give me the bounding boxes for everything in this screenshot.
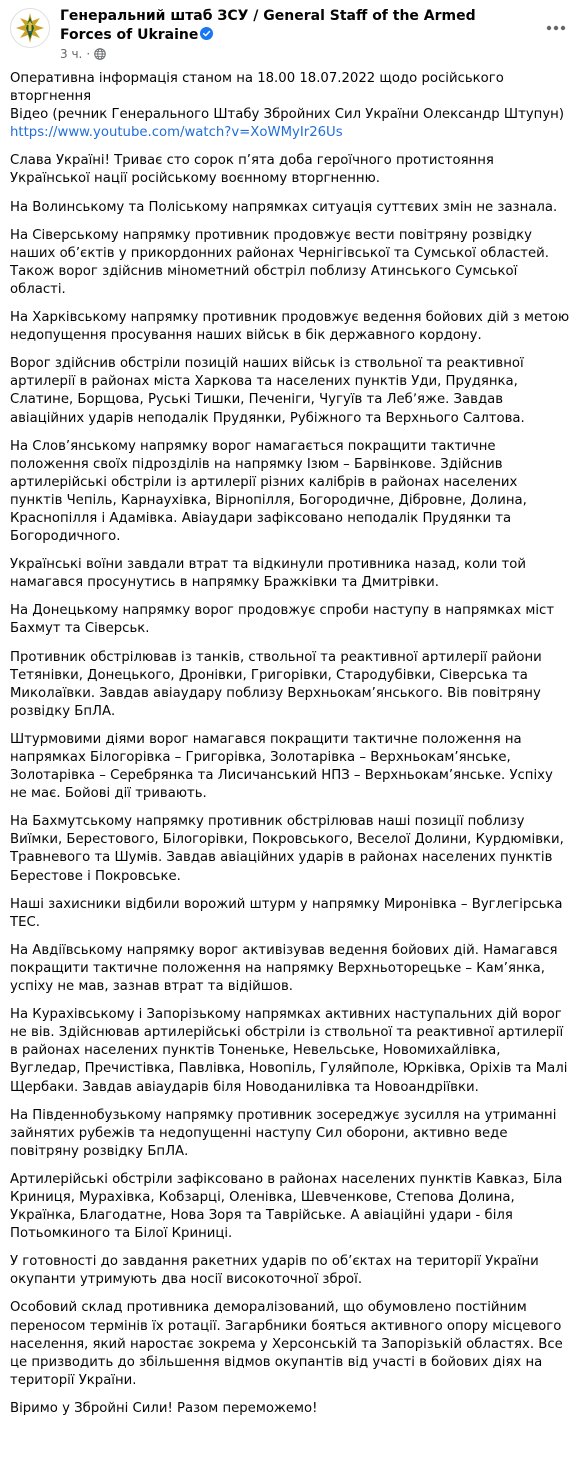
paragraph: Штурмовими діями ворог намагався покращити тактичне положення на напрямках Білогорівка – Григорівка, Золотарівка – Верхньокам’янське, Золотарівка – Серебрянка та Лисичанський НПЗ – Верхньокам’янське. Успіху не має. Бойові дії тривають. <box>10 731 553 802</box>
paragraph: Ворог здійснив обстріли позицій наших військ із ствольної та реактивної артилерії в районах міста Харкова та населених пунктів Уди, Прудянка, Слатине, Борщова, Руські Тишки, Печеніги, Чугуїв та Лебʼяже. Завдав авіаційних ударів неподалік Прудянки, Рубіжного та Верхнього Салтова. <box>10 356 525 426</box>
more-options-button[interactable] <box>541 13 571 43</box>
paragraph: Артилерійські обстріли зафіксовано в районах населених пунктів Кавказ, Біла Криниця, Мурахівка, Кобзарці, Оленівка, Шевченкове, Степова Долина, Українка, Благодатне, Нова Зоря та Таврійське. А авіаційні удари - біля Потьомкиного та Білої Криниці. <box>10 1171 563 1242</box>
paragraph: На Сіверському напрямку противник продовжує вести повітряну розвідку наших об’єктів у прикордонних районах Чернігівської та Сумської областей. Також ворог здійснив мінометний обстріл поблизу Атинського Сумської області. <box>10 227 549 297</box>
page-name-text[interactable]: Генеральний штаб ЗСУ / General Staff of the Armed Forces of Ukraine <box>60 8 476 43</box>
more-horizontal-icon <box>546 25 566 31</box>
paragraph: На Донецькому напрямку ворог продовжує спроби наступу в напрямках міст Бахмут та Сіверськ. <box>10 603 555 637</box>
paragraph: Наші захисники відбили ворожий штурм у напрямку Миронівка – Вуглегірська ТЕС. <box>10 896 563 930</box>
page-name[interactable] <box>60 7 530 45</box>
post-intro <box>10 70 572 142</box>
intro-title: Оперативна інформація станом на 18.00 18.07.2022 щодо російського вторгнення <box>10 71 504 105</box>
intro-video-caption: Відео (речник Генерального Штабу Збройних Сил України Олександр Штупун) <box>10 107 564 123</box>
ukraine-armed-forces-emblem-icon <box>11 9 49 47</box>
paragraph: Особовий склад противника деморалізований, що обумовлено постійним переносом термінів їх ротації. Загарбники бояться активного опору місцевого населення, який наростає зокрема у Херсонській та Запорізькій областях. Все це призводить до збільшення відмов окупантів від участі в бойових діях на території України. <box>10 1300 563 1388</box>
post-meta <box>60 47 106 61</box>
paragraph: У готовності до завдання ракетних ударів по об’єктах на території України окупанти утримують два носії високоточної зброї. <box>10 1254 539 1288</box>
paragraph: Противник обстрілював із танків, ствольної та реактивної артилерії райони Тетянівки, Донецького, Дронівки, Григорівки, Стародубівки, Сіверська та Миколаївки. Завдав авіаудару поблизу Верхньокам’янського. Вів повітряну розвідку БпЛА. <box>10 649 542 719</box>
post-timestamp[interactable]: 3 ч. <box>60 47 83 61</box>
video-link[interactable]: https://www.youtube.com/watch?v=XoWMyIr26Us <box>10 125 343 141</box>
paragraph: На Бахмутському напрямку противник обстрілював наші позиції поблизу Виїмки, Берестового, Білогорівки, Покровського, Веселої Долини, Курдюмівки, Травневого та Шумів. Завдав авіаційних ударів в районах населених пунктів Берестове і Покровське. <box>10 814 564 884</box>
paragraph: Слава Україні! Триває сто сорок п’ята доба героїчного протистояння Української нації російському воєнному вторгненню. <box>10 153 494 187</box>
paragraph: На Курахівському і Запорізькому напрямках активних наступальних дій ворог не вів. Здійснював артилерійські обстріли із ствольної та реактивної артилерії в районах населених пунктів Тоненьке, Невельське, Новомихайлівка, Вугледар, Пречистівка, Павлівка, Новопіль, Гуляйполе, Юрківка, Оріхів та Малі Щербаки. Завдав авіаударів біля Новоданилівка та Новоандріївки. <box>10 1007 568 1095</box>
globe-icon[interactable] <box>94 48 106 60</box>
post-header <box>0 0 581 70</box>
paragraph: На Слов’янському напрямку ворог намагається покращити тактичне положення своїх підрозділів на напрямку Ізюм – Барвінкове. Здійснив артилерійські обстріли із артилерії різних калібрів в районах населених пунктів Чепіль, Карнаухівка, Вірнопілля, Богородичне, Дібровне, Долина, Краснопілля і Адамівка. Авіаудари зафіксовано неподалік Прудянки та Богородичного. <box>10 438 527 545</box>
meta-separator: · <box>86 47 91 61</box>
paragraph: Українські воїни завдали втрат та відкинули противника назад, коли той намагався просунутись в напрямку Бражківки та Дмитрівки. <box>10 557 526 591</box>
paragraph: На Авдіївському напрямку ворог активізував ведення бойових дій. Намагався покращити тактичне положення на напрямку Верхньоторецьке – Кам’янка, успіху не мав, зазнав втрат та відійшов. <box>10 942 558 995</box>
page-avatar[interactable] <box>10 8 50 48</box>
post-body <box>10 70 572 1428</box>
verified-badge-icon <box>200 27 213 40</box>
paragraph: Віримо у Збройні Сили! Разом переможемо! <box>10 1400 318 1416</box>
paragraph: На Південнобузькому напрямку противник зосереджує зусилля на утриманні зайнятих рубежів та недопущенні наступу Сил оборони, активно веде повітряну розвідку БпЛА. <box>10 1107 557 1159</box>
paragraph: На Волинському та Поліському напрямках ситуація суттєвих змін не зазнала. <box>10 199 558 215</box>
paragraph: На Харківському напрямку противник продовжує ведення бойових дій з метою недопущення просування наших військ в бік державного кордону. <box>10 310 570 344</box>
